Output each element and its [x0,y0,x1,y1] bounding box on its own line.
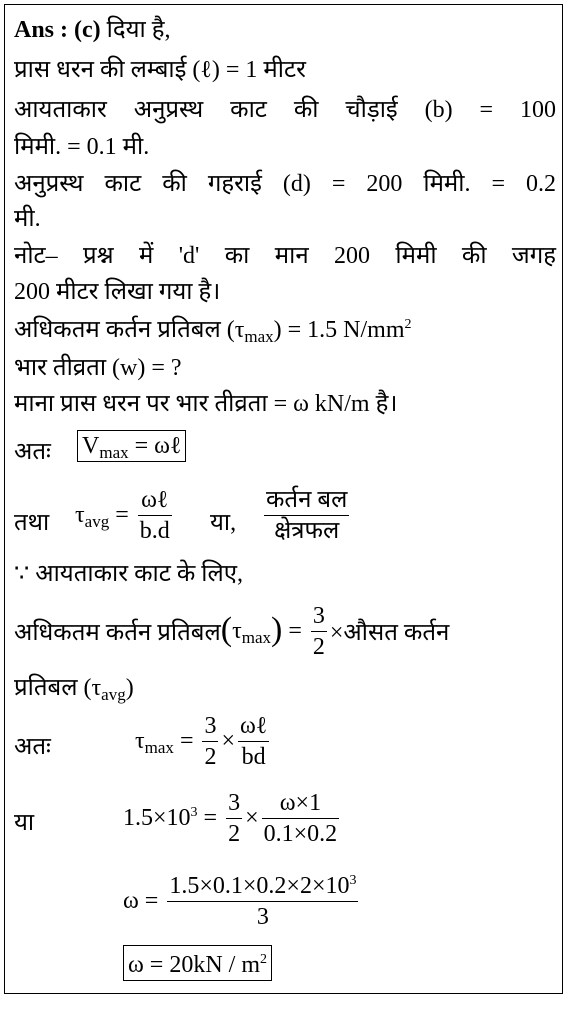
answer-line [14,15,556,45]
solution-card [4,4,563,994]
tau-avg-fraction: $\frac{\text{ωℓ}}{b.d}$ [139,487,170,544]
force-area-fraction: $\frac{\text{कर्तन बल}}{\text{क्षेत्रफल}}$ [266,487,348,544]
note-line: नोट– प्रश्न में 'd' का मान 200 मिमी की जगह [14,243,556,269]
max-shear-post: ) = 1.5 N/mm [273,317,405,343]
answer-label: Ans : (c) [14,17,101,43]
note-line-2: 200 मीटर लिखा गया है। [14,279,221,305]
or-label: या [14,810,35,836]
tatha-label: तथा [14,510,50,536]
load-intensity-line: भार तीव्रता (w) = ? [14,355,182,381]
assume-line: माना प्रास धरन पर भार तीव्रता = ω kN/m है। [14,391,398,417]
avg-shear-line: प्रतिबल $(\tau_{avg})$ [14,675,134,704]
max-shear-pre: अधिकतम कर्तन प्रतिबल (τ [14,317,245,343]
result-equation: $\omega = 20kN / m^2$ [123,945,272,981]
mm-sup: 2 [404,317,412,332]
hence-label-2: अतः [14,734,51,760]
vmax-box [77,430,186,462]
hence-label-1: अतः [14,439,51,465]
width-value-line: मिमी. = 0.1 मी. [14,134,150,160]
tau-avg-equation: $\tau_{avg}$ = $\frac{\text{ωℓ}}{b.d}$ [75,487,170,544]
vmax-equation: $V_{max}$ = ωℓ [77,430,186,462]
max-shear-stress-line [14,315,556,345]
equation-substitution: $1.5\times 10^3$ = $\frac{3}{2}$ × $\frac{\omega\times 1}{0.1\times 0.2}$ [123,790,338,847]
width-line: आयताकार अनुप्रस्थ काट की चौड़ाई (b) = 100 [14,97,556,123]
max-shear-ratio-line: अधिकतम कर्तन $प्रतिबल(\tau_{max})$ = $\frac{3}{2}$ ×औसत कर्तन [14,603,450,660]
since-symbol: ∵ [14,561,30,587]
since-line: ∵ आयताकार काट के लिए, [14,561,244,587]
equation-tau-max: $\tau_{max}$ = $\frac{3}{2}$ × $\frac{\text{ωℓ}}{bd}$ [135,713,268,770]
result-box [123,945,272,981]
max-sub: max [244,327,274,346]
ya-comma-label: या, [210,510,237,536]
equation-omega: ω = $\frac{1.5\times 0.1\times 0.2\times 2\times 10^3}{3}$ [123,873,357,930]
answer-text: दिया है, [100,17,171,43]
depth-unit-line: मी. [14,206,41,232]
beam-length-line: प्रास धरन की लम्बाई (ℓ) = 1 मीटर [14,57,306,83]
depth-line: अनुप्रस्थ काट की गहराई (d) = 200 मिमी. = 0.2 [14,171,556,197]
